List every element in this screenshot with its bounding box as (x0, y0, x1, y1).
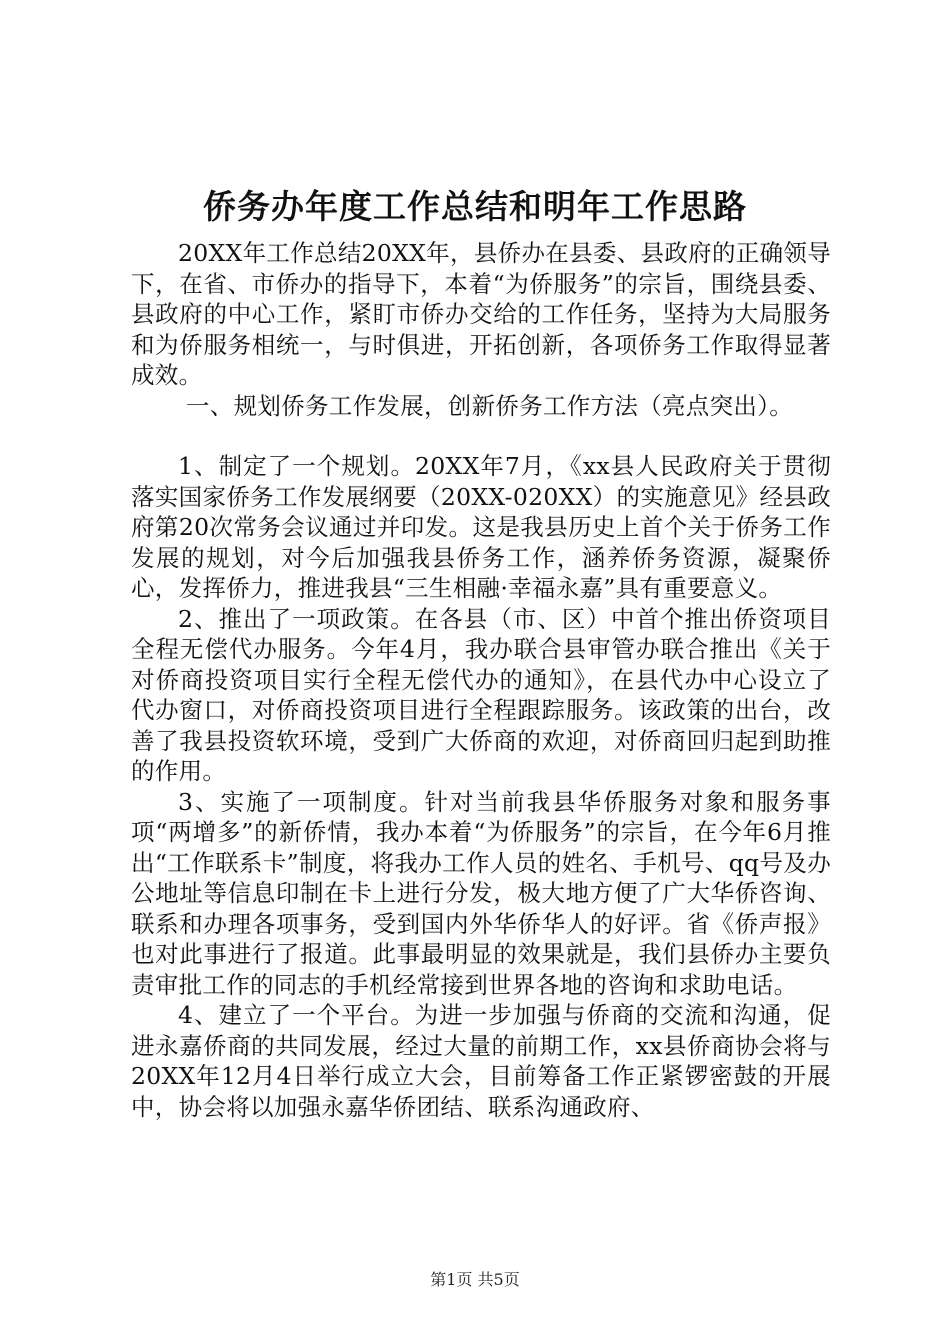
page-footer-page-number: 第1页 共5页 (430, 1270, 520, 1289)
document-title: 侨务办年度工作总结和明年工作思路 (203, 187, 747, 226)
paragraph-item-3: 3、实施了一项制度。针对当前我县华侨服务对象和服务事项“两增多”的新侨情，我办本着“为侨服务”的宗旨，在今年6月推出“工作联系卡”制度，将我办工作人员的姓名、手机号、qq号及办公地址等信息印制在卡上进行分发，极大地方便了广大华侨咨询、联系和办理各项事务，受到国内外华侨华人的好评。省《侨声报》也对此事进行了报道。此事最明显的效果就是，我们县侨办主要负责审批工作的同志的手机经常接到世界各地的咨询和求助电话。 (131, 787, 831, 999)
paragraph-item-1: 1、制定了一个规划。20XX年7月，《xx县人民政府关于贯彻落实国家侨务工作发展纲要（20XX-020XX）的实施意见》经县政府第20次常务会议通过并印发。这是我县历史上首个关于侨务工作发展的规划，对今后加强我县侨务工作，涵养侨务资源，凝聚侨心，发挥侨力，推进我县“三生相融·幸福永嘉”具有重要意义。 (131, 452, 831, 602)
blank-line (131, 421, 831, 451)
paragraph-item-2: 2、推出了一项政策。在各县（市、区）中首个推出侨资项目全程无偿代办服务。今年4月，我办联合县审管办联合推出《关于对侨商投资项目实行全程无偿代办的通知》，在县代办中心设立了代办窗口，对侨商投资项目进行全程跟踪服务。该政策的出台，改善了我县投资软环境，受到广大侨商的欢迎，对侨商回归起到助推的作用。 (131, 604, 831, 785)
paragraph-summary-intro: 20XX年工作总结20XX年，县侨办在县委、县政府的正确领导下，在省、市侨办的指导下，本着“为侨服务”的宗旨，围绕县委、县政府的中心工作，紧盯市侨办交给的工作任务，坚持为大局服务和为侨服务相统一，与时俱进，开拓创新，各项侨务工作取得显著成效。 (131, 239, 831, 389)
document-body (131, 238, 831, 1122)
paragraph-item-4: 4、建立了一个平台。为进一步加强与侨商的交流和沟通，促进永嘉侨商的共同发展，经过大量的前期工作，xx县侨商协会将与20XX年12月4日举行成立大会，目前筹备工作正紧锣密鼓的开展中，协会将以加强永嘉华侨团结、联系沟通政府、 (131, 1001, 831, 1121)
section-heading-1: 一、规划侨务工作发展，创新侨务工作方法（亮点突出）。 (186, 391, 794, 420)
